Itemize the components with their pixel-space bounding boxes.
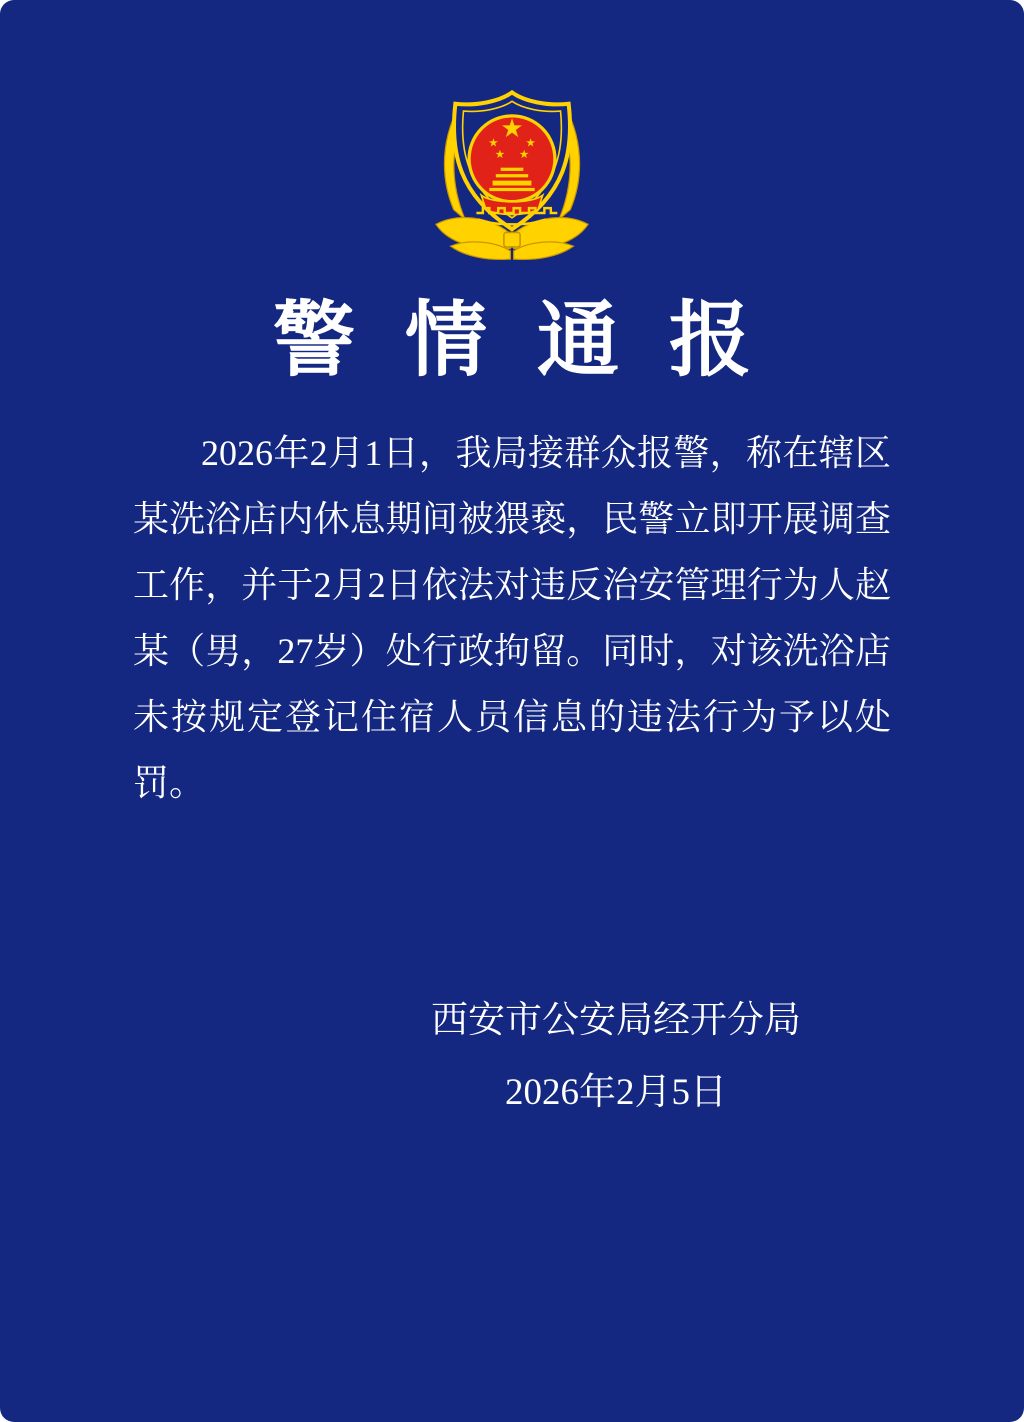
body-line: 某（男，27岁）处行政拘留。同时，对该洗浴店 (133, 631, 891, 671)
notice-body (133, 420, 891, 816)
signature-block (104, 985, 1024, 1129)
body-line: 罚。 (133, 763, 206, 803)
issue-date: 2026年2月5日 (505, 1072, 727, 1113)
issuing-agency: 西安市公安局经开分局 (431, 1000, 801, 1041)
svg-text:★: ★ (500, 113, 524, 143)
svg-text:★: ★ (494, 148, 505, 161)
body-line: 某洗浴店内休息期间被猥亵，民警立即开展调查 (133, 499, 891, 539)
body-line: 工作，并于2月2日依法对违反治安管理行为人赵 (133, 565, 891, 605)
body-line: 2026年2月1日，我局接群众报警，称在辖区 (201, 433, 891, 473)
notice-title: 警情通报 (272, 295, 801, 386)
svg-text:★: ★ (488, 137, 499, 150)
body-line: 未按规定登记住宿人员信息的违法行为予以处 (133, 697, 891, 737)
police-badge-icon (431, 90, 593, 268)
svg-text:★: ★ (519, 148, 530, 161)
svg-text:★: ★ (525, 137, 536, 150)
